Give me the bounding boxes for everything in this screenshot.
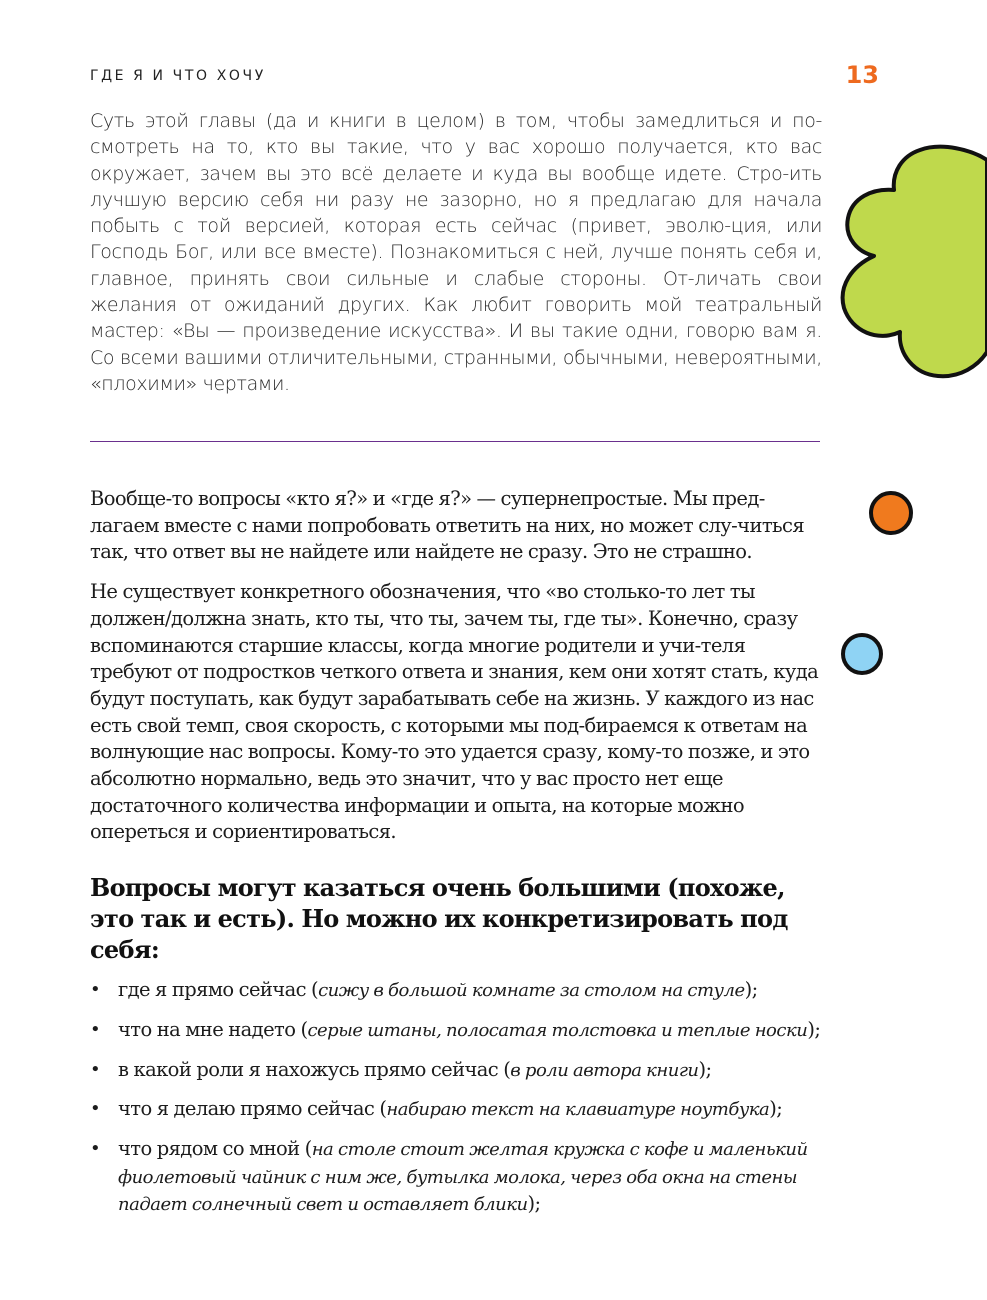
bullet-icon: • — [90, 1018, 101, 1040]
blue-dot — [838, 630, 886, 678]
item-lead: в какой роли я нахожусь прямо сейчас ( — [118, 1057, 511, 1081]
item-tail: ); — [807, 1017, 821, 1041]
list-item — [90, 1017, 822, 1045]
item-lead: где я прямо сейчас ( — [118, 978, 319, 1002]
body-text — [90, 486, 822, 1231]
examples-list — [90, 977, 822, 1219]
green-flower-shape — [822, 120, 987, 390]
item-tail: ); — [527, 1192, 541, 1216]
item-note: сижу в большой комнате за столом на стуле — [318, 980, 745, 1002]
orange-dot — [866, 488, 916, 538]
item-tail: ); — [769, 1097, 783, 1121]
list-item — [90, 1057, 822, 1085]
bullet-icon: • — [90, 1058, 101, 1080]
bullet-icon: • — [90, 979, 101, 1001]
item-lead: что я делаю прямо сейчас ( — [118, 1097, 387, 1121]
intro-paragraph: Суть этой главы (да и книги в целом) в том, чтобы замедлиться и по-смотреть на то, кто вы такие, что у вас хорошо получается, кто вас окружает, зачем вы это всё делаете и куда вы вообще идете. Стро-ить лучшую версию себя ни разу не зазорно, но я предлагаю для начала побыть с той версией, которая есть сейчас (привет, эволю-ция, или Господь Бог, или все вместе). Познакомиться с ней, лучше понять себя и, главное, принять свои сильные и слабые стороны. От-личать свои желания от ожиданий других. Как любит говорить мой театральный мастер: «Вы — произведение искусства». И вы такие одни, говорю вам я. Со всеми вашими отличительными, странными, обычными, невероятными, «плохими» чертами. — [90, 110, 822, 395]
item-lead: что рядом со мной ( — [118, 1136, 312, 1160]
section-heading: Вопросы могут казаться очень большими (похоже, это так и есть). Но можно их конкретизировать под себя: — [90, 873, 788, 965]
item-note: на столе стоит желтая кружка с кофе и маленький фиолетовый чайник с ним же, бутылка молока, через оба окна на стены падает солнечный свет и оставляет блики — [118, 1138, 808, 1216]
bullet-icon: • — [90, 1137, 101, 1159]
item-tail: ); — [744, 978, 758, 1002]
list-item — [90, 1096, 822, 1124]
section-divider — [90, 441, 820, 442]
body-paragraph: Вообще-то вопросы «кто я?» и «где я?» — супернепростые. Мы пред-лагаем вместе с нами попробовать ответить на них, но может слу-читься так, что ответ вы не найдете или найдете не сразу. Это не страшно. — [90, 487, 805, 564]
item-note: серые штаны, полосатая толстовка и теплые носки — [307, 1019, 808, 1041]
bullet-icon: • — [90, 1098, 101, 1120]
list-item — [90, 1136, 822, 1219]
item-tail: ); — [698, 1057, 712, 1081]
list-item — [90, 977, 822, 1005]
page-number: 13 — [845, 61, 879, 89]
item-note: в роли автора книги — [510, 1059, 699, 1081]
running-title: ГДЕ Я И ЧТО ХОЧУ — [90, 68, 266, 84]
body-paragraph: Не существует конкретного обозначения, что «во столько-то лет ты должен/должна знать, кто ты, что ты, зачем ты, где ты». Конечно, сразу вспоминаются старшие классы, когда многие родители и учи-теля требуют от подростков четкого ответа и знания, кем они хотят стать, куда будут поступать, как будут зарабатывать себе на жизнь. У каждого из нас есть свой темп, своя скорость, с которыми мы под-бираемся к ответам на волнующие нас вопросы. Кому-то это удается сразу, кому-то позже, и это абсолютно нормально, ведь это значит, что у вас просто нет еще достаточного количества информации и опыта, на которые можно опереться и сориентироваться. — [90, 580, 819, 844]
item-note: набираю текст на клавиатуре ноутбука — [386, 1099, 770, 1121]
item-lead: что на мне надето ( — [118, 1017, 308, 1041]
